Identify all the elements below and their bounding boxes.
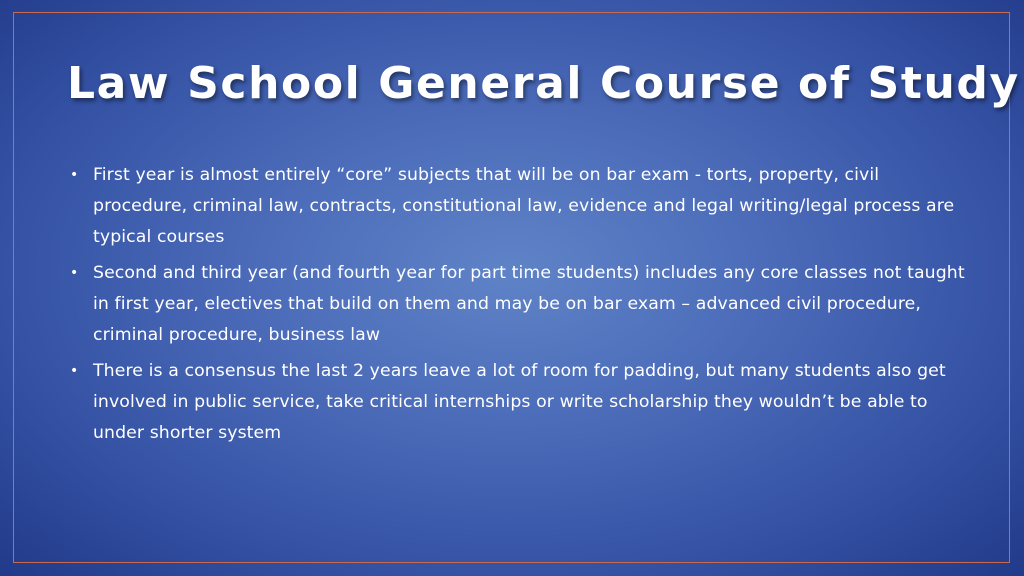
bullet-dot-icon: • <box>70 363 79 379</box>
bullet-list <box>70 160 975 454</box>
bullet-item <box>70 160 975 253</box>
bullet-text: First year is almost entirely “core” subjects that will be on bar exam - torts, property, civil procedure, criminal law, contracts, constitutional law, evidence and legal writing/legal process are typical courses <box>93 165 955 247</box>
bullet-text: Second and third year (and fourth year for part time students) includes any core classes not taught in first year, electives that build on them and may be on bar exam – advanced civil procedure, criminal procedure, business law <box>93 263 965 345</box>
bullet-dot-icon: • <box>70 265 79 281</box>
bullet-text: There is a consensus the last 2 years leave a lot of room for padding, but many students also get involved in public service, take critical internships or write scholarship they wouldn’t be able to under shorter system <box>93 361 946 443</box>
bullet-item <box>70 258 975 351</box>
bullet-item <box>70 356 975 449</box>
slide-title: Law School General Course of Study <box>67 58 1020 109</box>
bullet-dot-icon: • <box>70 167 79 183</box>
